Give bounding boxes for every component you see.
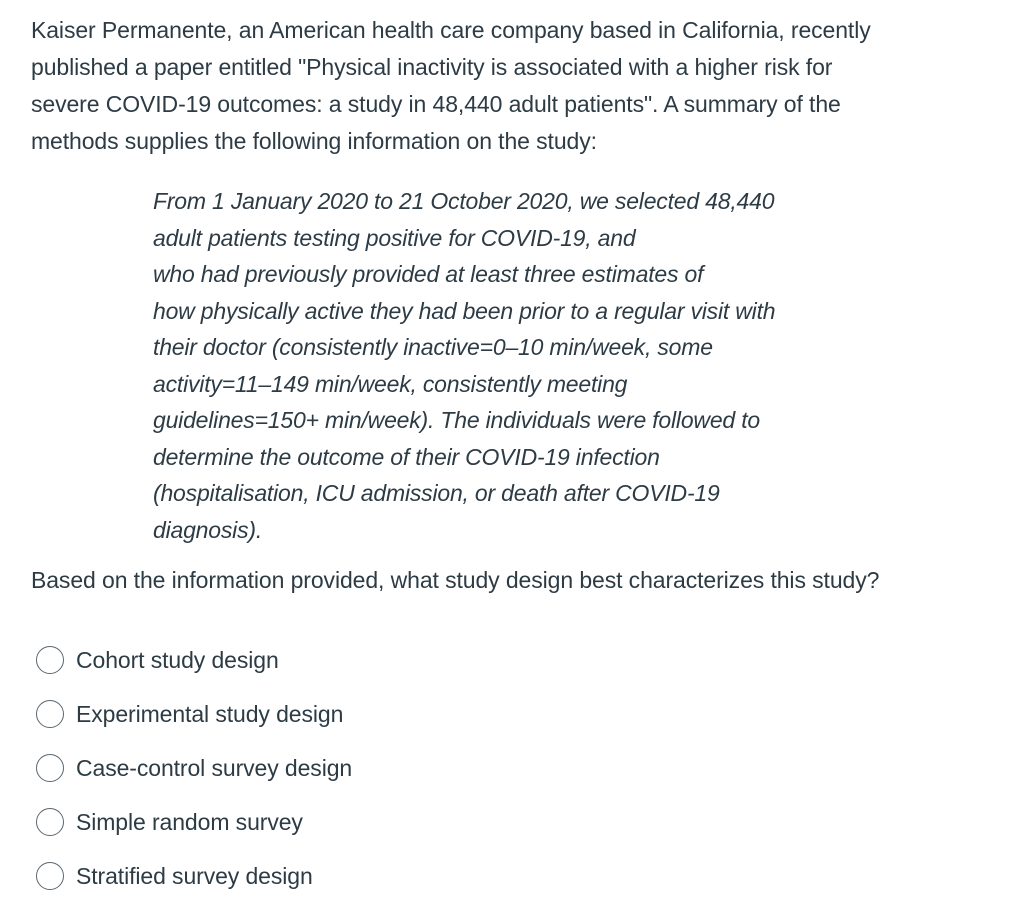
answer-option-simple-random[interactable] bbox=[36, 795, 536, 849]
radio-button[interactable] bbox=[36, 754, 64, 782]
answer-option-stratified[interactable] bbox=[36, 849, 536, 903]
quote-line: determine the outcome of their COVID-19 infection bbox=[153, 443, 660, 470]
quote-line: From 1 January 2020 to 21 October 2020, we selected 48,440 bbox=[153, 188, 775, 214]
answer-label[interactable]: Case-control survey design bbox=[76, 755, 353, 781]
answer-option-case-control[interactable] bbox=[36, 741, 536, 795]
intro-line: severe COVID-19 outcomes: a study in 48,440 adult patients". A summary of the bbox=[31, 91, 841, 117]
radio-button[interactable] bbox=[36, 700, 64, 728]
question-intro bbox=[31, 12, 991, 160]
quote-line: how physically active they had been prior to a regular visit with bbox=[153, 297, 776, 324]
radio-button[interactable] bbox=[36, 808, 64, 836]
answer-label[interactable]: Simple random survey bbox=[76, 809, 303, 835]
answer-option-experimental[interactable] bbox=[36, 687, 536, 741]
intro-line: Kaiser Permanente, an American health care company based in California, recently bbox=[31, 17, 871, 43]
quote-line: adult patients testing positive for COVID-19, and bbox=[153, 224, 636, 251]
answer-label[interactable]: Stratified survey design bbox=[76, 863, 313, 889]
intro-line: methods supplies the following information on the study: bbox=[31, 128, 597, 154]
answer-option-cohort[interactable] bbox=[36, 633, 536, 687]
intro-line: published a paper entitled "Physical inactivity is associated with a higher risk for bbox=[31, 54, 833, 80]
quote-line: (hospitalisation, ICU admission, or death after COVID-19 bbox=[153, 480, 720, 506]
answer-options bbox=[36, 633, 536, 903]
radio-button[interactable] bbox=[36, 862, 64, 890]
quote-line: who had previously provided at least three estimates of bbox=[153, 261, 704, 287]
answer-label[interactable]: Cohort study design bbox=[76, 647, 279, 673]
quote-line: diagnosis). bbox=[153, 516, 263, 543]
quote-line: guidelines=150+ min/week). The individuals were followed to bbox=[153, 407, 760, 433]
radio-button[interactable] bbox=[36, 646, 64, 674]
question-prompt: Based on the information provided, what study design best characterizes this study? bbox=[31, 567, 880, 593]
answer-label[interactable]: Experimental study design bbox=[76, 701, 344, 727]
methods-quote bbox=[153, 183, 893, 548]
quote-line: their doctor (consistently inactive=0–10 min/week, some bbox=[153, 334, 713, 360]
quote-line: activity=11–149 min/week, consistently meeting bbox=[153, 370, 628, 397]
